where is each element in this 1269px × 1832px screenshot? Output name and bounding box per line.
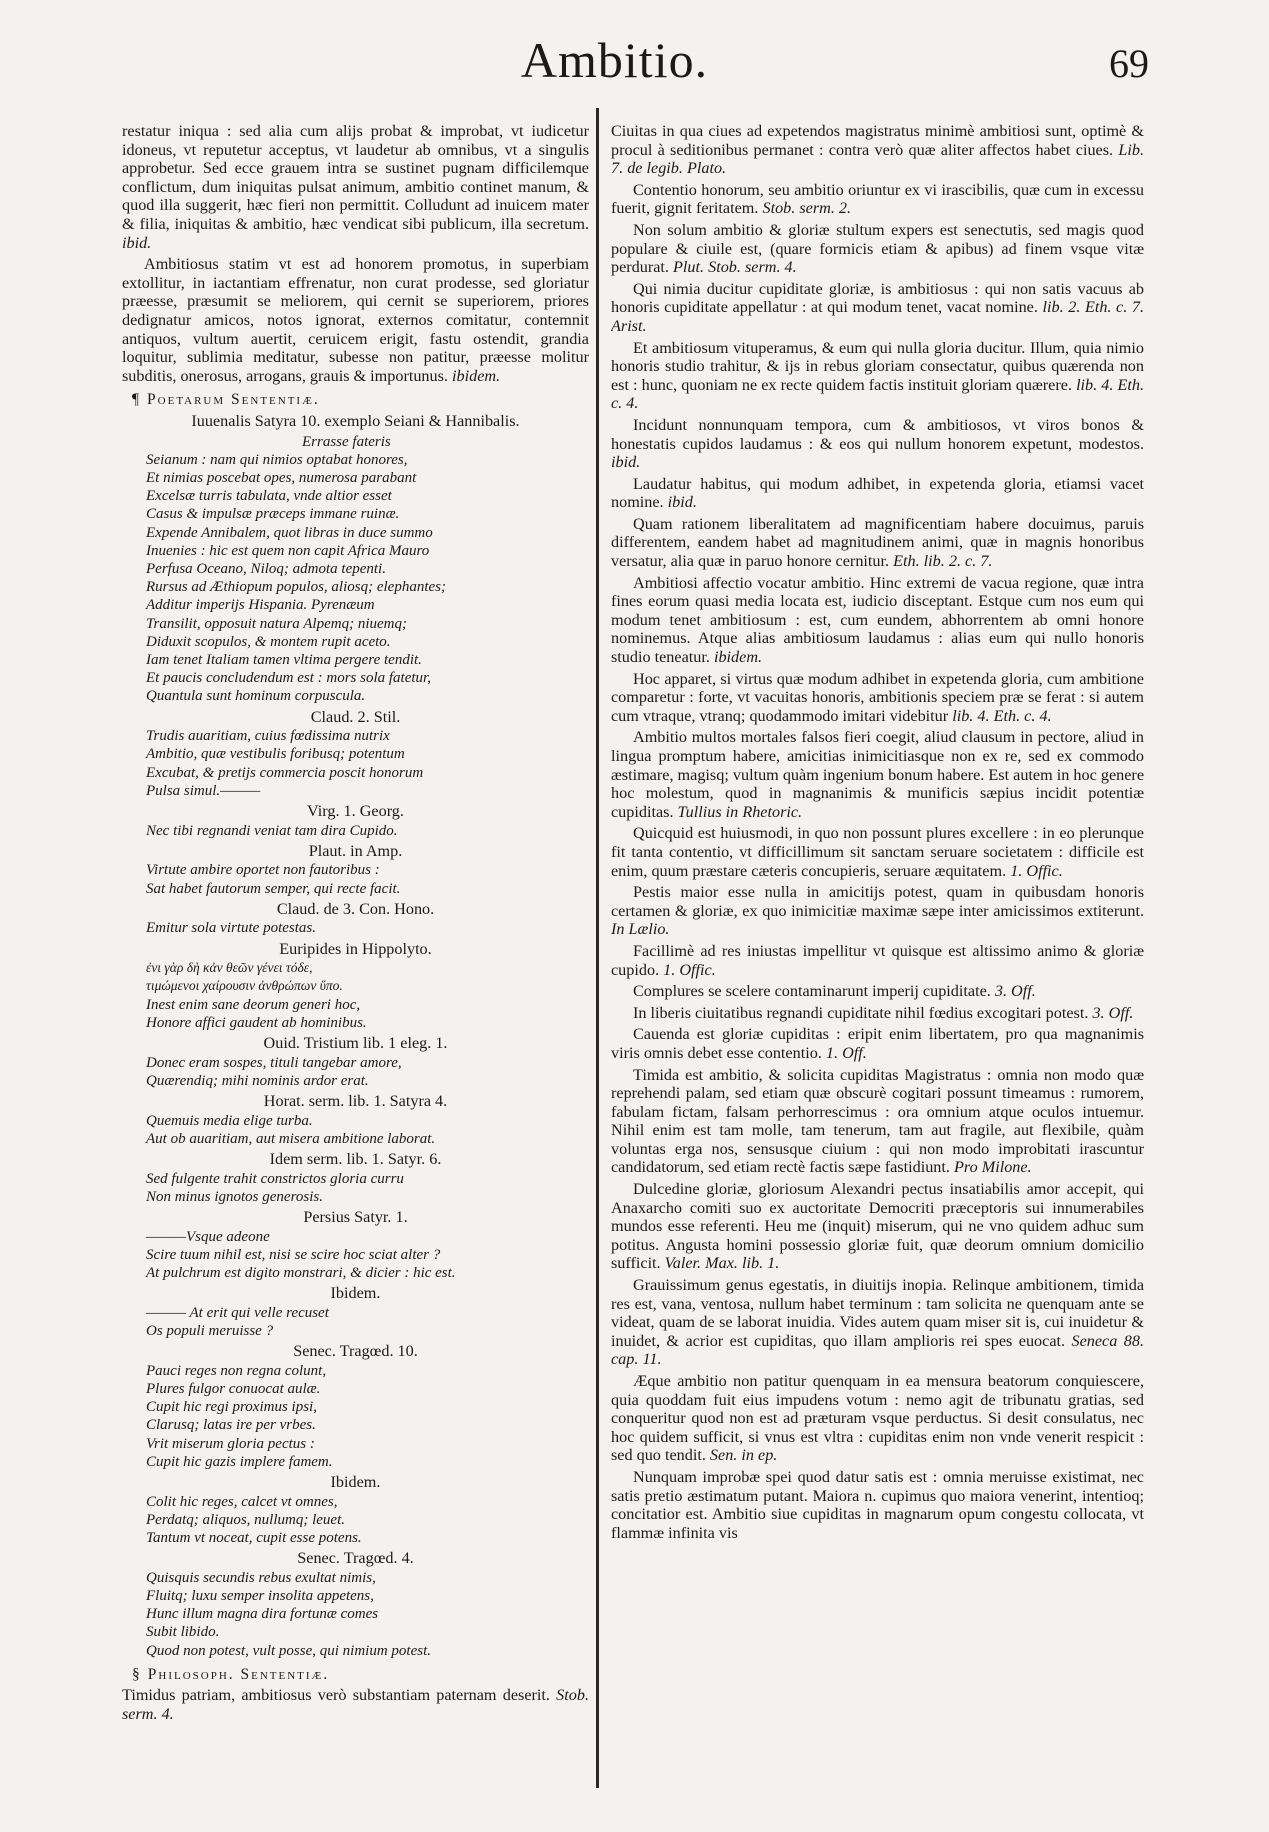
paragraph-text: Timidus patriam, ambitiosus verò substantiam paternam deserit. xyxy=(122,1686,550,1705)
poem-attribution: Ouid. Tristium lib. 1 eleg. 1. xyxy=(263,1033,448,1052)
source-citation: 3. Off. xyxy=(994,982,1036,1001)
verse-line: Diduxit scopulos, & montem rupit aceto. xyxy=(146,633,391,650)
verse-line: Honore affici gaudent ab hominibus. xyxy=(146,1014,367,1031)
verse-line: Tantum vt noceat, cupit esse potens. xyxy=(146,1529,362,1546)
poem-block xyxy=(122,1054,589,1090)
source-citation: Lib. 7. de legib. Plato. xyxy=(611,140,1144,178)
prose-paragraph xyxy=(611,339,1144,413)
verse-line: Errasse fateris xyxy=(302,433,391,450)
source-citation: Pro Milone. xyxy=(953,1158,1032,1177)
paragraph-text: Incidunt nonnunquam tempora, cum & ambitiosos, vt viros bonos & honestatis cupidos laudamus : & eos qui nullum honorem expetunt, modestos. xyxy=(611,415,1144,453)
paragraph-text: Grauissimum genus egestatis, in diuitijs inopia. Relinque ambitionem, timida res est, vana, ventosa, nullum habet terminum : tam solicita ne quenquam ante se videat, quam de se laborat inuidia. Vides autem quam miser sit is, cui inuidetur & inuidet, & acrior est cupiditas, quo illam amplioris rei spes euocat. xyxy=(611,1276,1144,1350)
prose-paragraph xyxy=(611,824,1144,880)
verse-line: Cupit hic gazis implere famem. xyxy=(146,1453,333,1470)
paragraph-text: Ciuitas in qua ciues ad expetendos magistratus minimè ambitiosi sunt, optimè & procul à seditionibus permanet : contra verò quæ aliter affectos habet ciues. xyxy=(611,122,1144,159)
verse-line: ———Vsque adeone xyxy=(146,1228,270,1245)
verse-line: Aut ob auaritiam, aut misera ambitione laborat. xyxy=(146,1130,436,1147)
verse-line: Trudis auaritiam, cuius fœdissima nutrix xyxy=(146,728,390,745)
poem-block xyxy=(122,1569,589,1660)
prose-paragraph xyxy=(611,221,1144,277)
poets-heading-text: Poetarum Sententiæ. xyxy=(147,391,320,409)
poem-attribution: Idem serm. lib. 1. Satyr. 6. xyxy=(269,1149,442,1168)
prose-paragraph xyxy=(611,1004,1144,1023)
prose-paragraph xyxy=(611,122,1144,178)
source-citation: In Lælio. xyxy=(611,920,670,939)
source-citation: 1. Off. xyxy=(825,1043,867,1062)
paragraph-text: Pestis maior esse nulla in amicitijs potest, quam in quibusdam honoris certamen & gloriæ, ex quo inimicitiæ maximæ sæpe inter amicissimos extiterunt. xyxy=(611,883,1144,920)
source-citation: Plut. Stob. serm. 4. xyxy=(673,258,797,277)
prose-paragraph xyxy=(122,255,589,385)
verse-line: At pulchrum est digito monstrari, & dicier : hic est. xyxy=(146,1264,456,1281)
pilcrow-mark: § xyxy=(132,1665,142,1683)
verse-line: Cupit hic regi proximus ipsi, xyxy=(146,1399,317,1416)
verse-line: Clarusq; latas ire per vrbes. xyxy=(146,1417,316,1434)
column-divider xyxy=(596,108,599,1788)
source-citation: lib. 2. Eth. c. 7. Arist. xyxy=(611,298,1144,335)
verse-line: Non minus ignotos generosis. xyxy=(146,1188,323,1205)
source-citation: Eth. lib. 2. c. 7. xyxy=(893,552,993,571)
verse-line: Plures fulgor conuocat aulæ. xyxy=(146,1380,321,1397)
prose-paragraph xyxy=(611,1468,1144,1542)
source-citation: lib. 4. Eth. c. 4. xyxy=(952,706,1052,725)
verse-line: Quemuis media elige turba. xyxy=(146,1112,313,1129)
poem-attribution: Persius Satyr. 1. xyxy=(303,1207,408,1226)
verse-line: Et paucis concludendum est : mors sola fatetur, xyxy=(146,670,431,687)
verse-line: Hunc illum magna dira fortunæ comes xyxy=(146,1606,379,1623)
verse-line: Fluitq; luxu semper insolita appetens, xyxy=(146,1587,374,1604)
prose-paragraph xyxy=(122,122,589,252)
verse-line: Quantula sunt hominum corpuscula. xyxy=(146,688,366,705)
poets-intro: Iuuenalis Satyra 10. exemplo Seiani & Hannibalis. xyxy=(191,411,520,430)
paragraph-text: Qui nimia ducitur cupiditate gloriæ, is ambitiosus : qui non satis vacuus ab honoris cupiditate appellatur : at qui modum tenet, vacat nomine. xyxy=(611,279,1144,317)
philosophers-heading-text: Philosoph. Sententiæ. xyxy=(147,1665,330,1683)
paragraph-text: restatur iniqua : sed alia cum alijs probat & improbat, vt iudicetur idoneus, vt reputetur acceptus, vt laudetur ab omnibus, vt a singulis approbetur. Sed ecce grauem intra se sustinet pugnam difficilemque conflictum, dum iniquitas pulsat animum, ambitio continet manum, & quod illa suggerit, hæc fieri non permittit. Colludunt ad inuicem mater & filia, iniquitas & ambitio, hæc vendicat sibi publicum, illa secretum. xyxy=(122,122,589,233)
source-citation: Stob. serm. 4. xyxy=(122,1686,589,1723)
poem-attribution: Virg. 1. Georg. xyxy=(307,801,404,820)
verse-line: Excelsæ turris tabulata, vnde altior esset xyxy=(146,488,392,505)
poem-block xyxy=(122,822,589,840)
verse-line: Perdatq; aliquos, nullumq; leuet. xyxy=(146,1511,345,1528)
paragraph-text: Ambitiosus statim vt est ad honorem promotus, in superbiam extollitur, in iactantiam effrenatur, non curat prodesse, sed gloriatur præesse, præsumit se meliorem, qui cernit se superiorem, priores dedignatur amicos, notos ignorat, externos comitatur, contemnit antiquos, vultum auertit, ceruicem erigit, fastu ostendit, grandia loquitur, sublimia meditatur, subesse non patitur, præesse molitur subditis, onerosus, arrogans, grauis & importunus. xyxy=(122,255,589,385)
poem-block xyxy=(122,919,589,937)
verse-line: Seianum : nam qui nimios optabat honores, xyxy=(146,451,408,468)
verse-line: Donec eram sospes, tituli tangebar amore, xyxy=(146,1054,402,1071)
source-citation: ibid. xyxy=(122,233,152,252)
paragraph-text: Ambitio multos mortales falsos fieri coegit, aliud clausum in pectore, aliud in lingua promptum habere, amicitias inimicitiasque non ex re, sed ex commodo æstimare, magisq; vultum quàm ingenium bonum habere. Est autem in hoc genere hoc molestum, quod in magnanimis & munificis sæpius incidit potentiæ cupiditas. xyxy=(611,728,1144,821)
verse-line: Rursus ad Æthiopum populos, aliosq; elephantes; xyxy=(146,579,446,596)
poem-attribution: Plaut. in Amp. xyxy=(308,841,403,860)
paragraph-text: Nunquam improbæ spei quod datur satis est : omnia meruisse existimat, nec satis pretio æstimatum putant. Maiora n. cupimus quo maiora venerint, intentioq; concitatior est. Ambitio siue cupiditas in magnarum opum congestu collocata, vt flammæ infinita vis xyxy=(611,1467,1144,1542)
prose-paragraph xyxy=(611,982,1144,1001)
poem-block xyxy=(122,1493,589,1548)
page-number: 69 xyxy=(1109,41,1149,86)
philosophers-paragraph xyxy=(122,1686,589,1723)
prose-paragraph xyxy=(611,1372,1144,1465)
paragraph-text: Facillimè ad res iniustas impellitur vt quisque est altissimo animo & gloriæ cupido. xyxy=(611,941,1144,979)
prose-paragraph xyxy=(611,280,1144,336)
poem-attribution: Senec. Tragœd. 4. xyxy=(297,1549,414,1568)
paragraph-text: Quam rationem liberalitatem ad magnificentiam habere docuimus, paruis differentem, eandem habet ad magnitudinem animi, quæ in magnis honoribus versatur, alia quæ in paruo honore cernitur. xyxy=(611,514,1144,571)
paragraph-text: Quicquid est huiusmodi, in quo non possunt plures excellere : in eo plerunque fit tanta contentio, vt difficillimum sit sanctam seruare societatem : difficile est enim, quum præstare cæteris concupieris, seruare æquitatem. xyxy=(611,824,1144,880)
poem-attribution: Claud. de 3. Con. Hono. xyxy=(276,899,435,918)
prose-paragraph xyxy=(611,574,1144,667)
prose-paragraph xyxy=(611,181,1144,218)
poem-attribution: Euripides in Hippolyto. xyxy=(279,939,432,958)
source-citation: Tullius in Rhetoric. xyxy=(677,802,803,821)
verse-line: Emitur sola virtute potestas. xyxy=(146,920,316,937)
verse-line: Pauci reges non regna colunt, xyxy=(146,1362,327,1379)
source-citation: ibid. xyxy=(611,453,641,472)
source-citation: 1. Offic. xyxy=(663,960,716,979)
poem-attribution: Senec. Tragœd. 10. xyxy=(293,1342,418,1361)
verse-line: Transilit, opposuit natura Alpemq; niuemq; xyxy=(146,615,407,632)
source-citation: ibidem. xyxy=(713,648,763,667)
source-citation: Valer. Max. lib. 1. xyxy=(664,1254,780,1273)
poem-block xyxy=(122,727,589,800)
pilcrow-mark: ¶ xyxy=(132,391,142,409)
poem-block xyxy=(122,1362,589,1471)
verse-line: Sed fulgente trahit constrictos gloria curru xyxy=(146,1170,404,1187)
page-title: Ambitio. xyxy=(520,32,709,88)
source-citation: Seneca 88. cap. 11. xyxy=(611,1331,1144,1369)
prose-paragraph xyxy=(611,1276,1144,1369)
paragraph-text: Cauenda est gloriæ cupiditas : eripit enim libertatem, pro qua magnanimis viris omnis debet esse contentio. xyxy=(611,1025,1144,1062)
prose-paragraph xyxy=(611,670,1144,726)
paragraph-text: Ambitiosi affectio vocatur ambitio. Hinc extremi de vacua regione, quæ intra fines eorum quasi media locata est, iudicio disceptant. Estque cum nos eum qui modum tenet ambitiosum : est, cum eundem, abhorrentem ab omni honore nominemus. Atque alias ambitiosum laudamus : alias eum qui nullo honoris studio teneatur. xyxy=(611,573,1144,667)
poem-block xyxy=(122,959,589,995)
verse-line: Casus & impulsæ præceps immane ruinæ. xyxy=(146,506,400,523)
poem-block xyxy=(122,861,589,897)
source-citation: ibid. xyxy=(667,493,697,512)
philosophers-heading xyxy=(132,1666,589,1685)
poem-block xyxy=(122,1170,589,1206)
poem-attribution: Horat. serm. lib. 1. Satyra 4. xyxy=(263,1091,448,1110)
verse-line: Virtute ambire oportet non fautoribus : xyxy=(146,862,380,879)
verse-line: Quod non potest, vult posse, qui nimium potest. xyxy=(146,1642,431,1659)
source-citation: 3. Off. xyxy=(1092,1003,1134,1022)
prose-paragraph xyxy=(611,515,1144,571)
source-citation: Stob. serm. 2. xyxy=(762,199,852,218)
verse-line: Inest enim sane deorum generi hoc, xyxy=(146,996,361,1013)
poem-attribution: Claud. 2. Stil. xyxy=(310,707,401,726)
prose-paragraph xyxy=(611,1180,1144,1273)
paragraph-text: Laudatur habitus, qui modum adhibet, in expetenda gloria, etiamsi vacet nomine. xyxy=(611,474,1144,512)
poets-heading xyxy=(132,391,589,410)
prose-paragraph xyxy=(611,883,1144,939)
verse-line: Ambitio, quæ vestibulis foribusq; potentum xyxy=(146,746,405,763)
source-citation: ibidem. xyxy=(452,366,501,385)
poem-block xyxy=(122,1228,589,1283)
paragraph-text: Æque ambitio non patitur quenquam in ea mensura beatorum conquiescere, quia quoddam fuit eius impudens votum : nemo agit de tribunatu gratias, sed conqueritur quod non est ad præturam vsque perductus. Si desit consulatus, nec hoc quidem sufficit, si vnus est vltra : cupiditas enim non vnde venerit respicit : sed quo tendit. xyxy=(611,1372,1144,1465)
prose-paragraph xyxy=(611,1066,1144,1178)
verse-line: Pulsa simul.——— xyxy=(146,782,261,799)
verse-line: Et nimias poscebat opes, numerosa parabant xyxy=(146,469,417,486)
prose-paragraph xyxy=(611,1025,1144,1062)
prose-paragraph xyxy=(611,942,1144,979)
verse-line: τιμώμενοι χαίρουσιν ἀνθρώπων ὕπο. xyxy=(146,978,343,994)
verse-line: Quærendiq; mihi nominis ardor erat. xyxy=(146,1072,369,1089)
left-column xyxy=(122,122,589,1822)
verse-line: Expende Annibalem, quot libras in duce summo xyxy=(146,524,433,541)
verse-line: Nec tibi regnandi veniat tam dira Cupido. xyxy=(146,822,398,839)
verse-line: Iam tenet Italiam tamen vltima pergere tendit. xyxy=(146,651,422,668)
verse-line: Inuenies : hic est quem non capit Africa Mauro xyxy=(146,542,430,559)
verse-line: ——— At erit qui velle recuset xyxy=(146,1304,329,1321)
verse-line: Scire tuum nihil est, nisi se scire hoc sciat alter ? xyxy=(146,1246,441,1263)
verse-line: Quisquis secundis rebus exultat nimis, xyxy=(146,1569,376,1586)
right-column xyxy=(611,122,1144,1832)
poem-block xyxy=(122,433,589,706)
poem-attribution: Ibidem. xyxy=(330,1472,381,1491)
paragraph-text: Timida est ambitio, & solicita cupiditas Magistratus : omnia non modo quæ reprehendi palam, sed etiam quæ obscurè cogitari possunt timeamus : rumorem, fabulam fictam, falsam perhorrescimus : ora omnium atque oculos intuemur. Nihil enim est tam molle, tam tenerum, tam aut fragile, aut flexibile, quàm voluntas erga nos, sensusque ciuium : qui non modo improbitati irascuntur candidatorum, sed etiam rectè factis sæpe fastidiunt. xyxy=(611,1065,1144,1177)
verse-line: Vrit miserum gloria pectus : xyxy=(146,1435,315,1452)
paragraph-text: Contentio honorum, seu ambitio oriuntur ex vi irascibilis, quæ cum in excessu fuerit, gignit feritatem. xyxy=(611,180,1144,218)
verse-line: Colit hic reges, calcet vt omnes, xyxy=(146,1493,338,1510)
verse-line: Sat habet fautorum semper, qui recte facit. xyxy=(146,880,401,897)
poem-block xyxy=(122,1304,589,1340)
verse-line: Perfusa Oceano, Niloq; admota tepenti. xyxy=(146,560,386,577)
poem-block xyxy=(122,1112,589,1148)
source-citation: lib. 4. Eth. c. 4. xyxy=(611,375,1144,413)
prose-paragraph xyxy=(611,475,1144,512)
prose-paragraph xyxy=(611,728,1144,821)
verse-line: ἐνι γὰρ δὴ κἀν θεῶν γένει τόδε, xyxy=(146,960,313,976)
paragraph-text: In liberis ciuitatibus regnandi cupiditate nihil fœdius excogitari potest. xyxy=(633,1003,1089,1022)
verse-line: Subit libido. xyxy=(146,1624,220,1641)
verse-line: Os populi meruisse ? xyxy=(146,1322,274,1339)
poem-block xyxy=(122,996,589,1032)
verse-line: Excubat, & pretijs commercia poscit honorum xyxy=(146,764,424,781)
paragraph-text: Complures se scelere contaminarunt imperij cupiditate. xyxy=(633,982,991,1001)
paragraph-text: Et ambitiosum vituperamus, & eum qui nulla gloria ducitur. Illum, quia nimio honoris studio trahitur, & ijs in rebus gloriam consectatur, quibus quærenda non est : hunc, quoniam ne ex recte quidem factis instituit gloriam quærere. xyxy=(611,338,1144,394)
paragraph-text: Non solum ambitio & gloriæ stultum expers est senectutis, sed magis quod populare & ciuile est, (quare formicis etiam & apibus) ad finem vsque vitæ perdurat. xyxy=(611,220,1144,277)
source-citation: Sen. in ep. xyxy=(709,1446,778,1465)
prose-paragraph xyxy=(611,416,1144,472)
paragraph-text: Dulcedine gloriæ, gloriosum Alexandri pectus insatiabilis amor accepit, qui Anaxarcho comiti suo ex auctoritate Democriti præceptoris sui innumerabiles mundos esse referenti. Heu me (inquit) miserum, qui ne vno quidem adhuc sum potitus. Angusta homini possessio gloriæ fuit, quæ deorum omnium domicilio sufficit. xyxy=(611,1180,1144,1273)
source-citation: 1. Offic. xyxy=(1010,861,1063,880)
poem-attribution: Ibidem. xyxy=(330,1284,381,1303)
verse-line: Additur imperijs Hispania. Pyrenæum xyxy=(146,597,375,614)
paragraph-text: Hoc apparet, si virtus quæ modum adhibet in expetenda gloria, cum ambitione comparetur : forte, vt vacuitas honoris, ambitionis speciem præ se ferat : si autem cum vtraque, vtranq; quodammodo imitari videbitur xyxy=(611,669,1144,725)
